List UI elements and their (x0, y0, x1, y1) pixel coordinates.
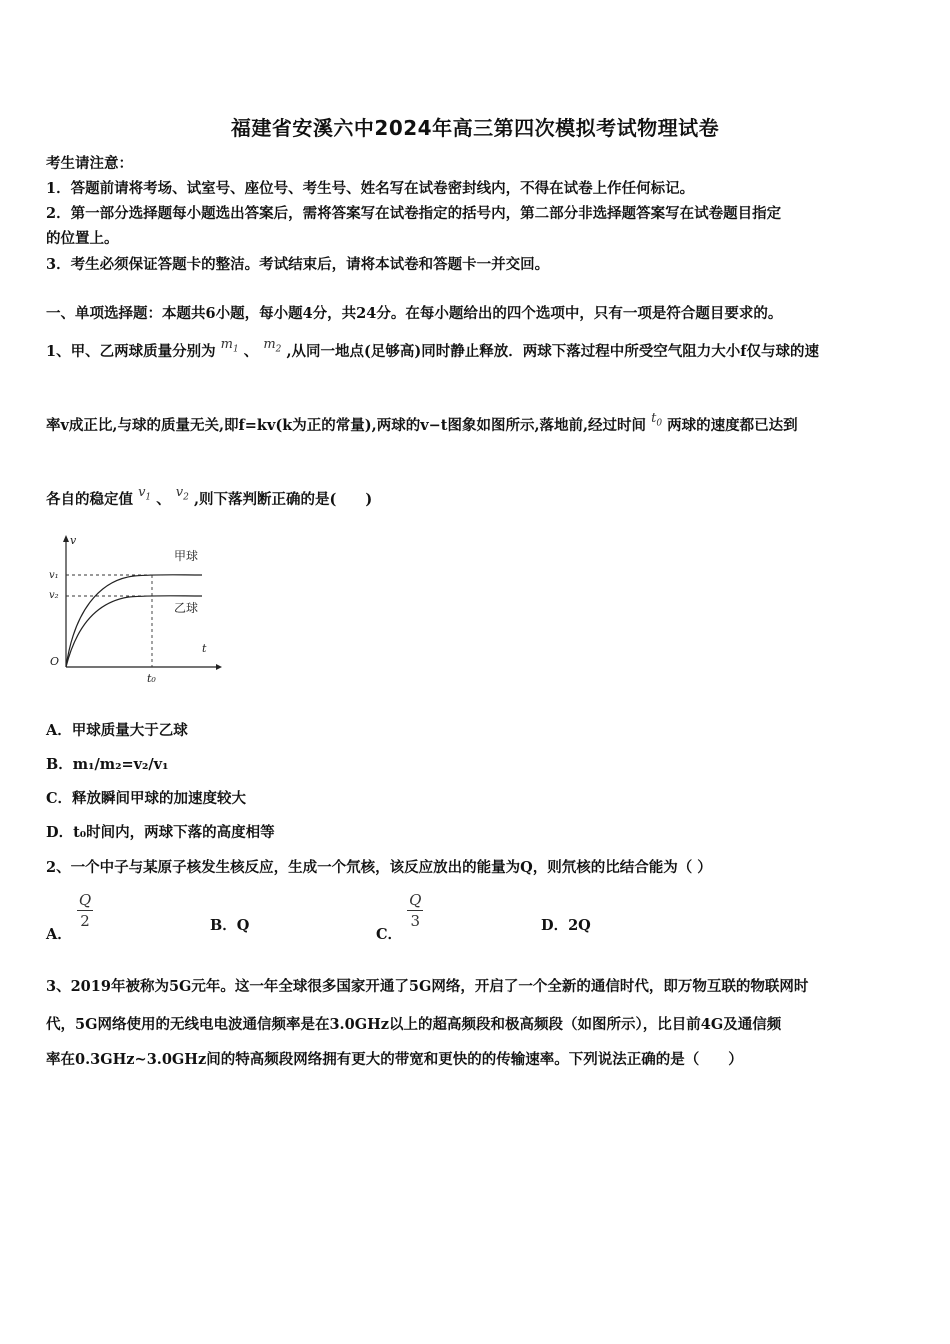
v2-tick-label: v₂ (49, 590, 59, 601)
q2-option-d[interactable]: D．2Q (541, 917, 591, 934)
q1-text: ,则下落判断正确的是( ) (193, 491, 373, 508)
fraction-numerator: Q (78, 891, 92, 909)
q1-option-b[interactable]: B．m₁/m₂=v₂/v₁ (46, 756, 169, 773)
page-title: 福建省安溪六中2024年高三第四次模拟考试物理试卷 (230, 116, 720, 140)
q1-sep: 、 (243, 343, 259, 360)
q2-option-c-fraction (407, 890, 423, 931)
q2-option-c[interactable] (376, 890, 423, 943)
q1-line-1 (46, 337, 819, 363)
q3-line-1: 3、2019年被称为5G元年。这一年全球很多国家开通了5G网络，开启了一个全新的通信时代，即万物互联的物联网时 (46, 978, 809, 995)
x-axis-arrow (216, 664, 222, 670)
y-axis-label: v (70, 534, 77, 547)
q2-option-c-label: C． (376, 925, 403, 943)
fraction-numerator: Q (409, 891, 422, 909)
curve-jia-label: 甲球 (174, 549, 199, 563)
notice-heading: 考生请注意： (46, 155, 133, 172)
m2-symbol: $m_2$ (263, 337, 282, 355)
vt-graph (44, 532, 224, 692)
section-heading: 一、单项选择题：本题共6小题，每小题4分，共24分。在每小题给出的四个选项中，只有一项是符合题目要求的。 (46, 305, 783, 322)
q2-option-a-label: A． (46, 925, 72, 943)
t0-symbol: $t_0$ (651, 411, 663, 429)
q2-stem: 2、一个中子与某原子核发生核反应，生成一个氘核，该反应放出的能量为Q，则氘核的比结合能为（ ） (46, 859, 712, 876)
curve-yi-label: 乙球 (174, 601, 199, 615)
q2-option-a-fraction (77, 890, 93, 931)
q1-text: 率v成正比,与球的质量无关,即f=kv(k为正的常量),两球的v−t图象如图所示,落地前,经过时间 (46, 417, 647, 434)
notice-item-2: 2．第一部分选择题每小题选出答案后，需将答案写在试卷指定的括号内，第二部分非选择题答案写在试卷题目指定 (46, 205, 782, 222)
x-axis-label: t (202, 642, 207, 655)
v1-tick-label: v₁ (49, 570, 59, 581)
q1-line-3 (46, 485, 373, 511)
curve-jia (66, 575, 202, 667)
q1-text: 两球的速度都已达到 (667, 417, 798, 434)
q2-option-b[interactable]: B．Q (210, 917, 250, 934)
fraction-denominator: 2 (80, 912, 90, 930)
q1-sep: 、 (156, 491, 171, 508)
fraction-denominator: 3 (410, 912, 421, 930)
t0-tick-label: t₀ (147, 672, 156, 685)
v1-symbol: $v_1$ (138, 485, 152, 503)
q1-text: 各自的稳定值 (46, 491, 133, 508)
notice-item-2-cont: 的位置上。 (46, 230, 119, 247)
notice-item-1: 1．答题前请将考场、试室号、座位号、考生号、姓名写在试卷密封线内，不得在试卷上作任何标记。 (46, 180, 695, 197)
q2-option-a[interactable] (46, 890, 93, 943)
origin-label: O (50, 655, 60, 668)
y-axis-arrow (63, 535, 69, 542)
q1-option-c[interactable]: C．释放瞬间甲球的加速度较大 (46, 790, 247, 807)
q3-line-2: 代，5G网络使用的无线电电波通信频率是在3.0GHz以上的超高频段和极高频段（如图所示），比目前4G及通信频 (46, 1016, 782, 1033)
q1-line-2 (46, 411, 798, 437)
q1-option-d[interactable]: D．t₀时间内，两球下落的高度相等 (46, 824, 275, 841)
q1-text: 1、甲、乙两球质量分别为 (46, 343, 216, 360)
notice-item-3: 3．考生必须保证答题卡的整洁。考试结束后，请将本试卷和答题卡一并交回。 (46, 256, 550, 273)
q1-option-a[interactable]: A．甲球质量大于乙球 (46, 722, 188, 739)
q3-line-3: 率在0.3GHz~3.0GHz间的特高频段网络拥有更大的带宽和更快的的传输速率。下列说法正确的是（ ） (46, 1051, 743, 1068)
q1-text: ,从同一地点(足够高)同时静止释放．两球下落过程中所受空气阻力大小f仅与球的速 (286, 343, 819, 360)
m1-symbol: $m_1$ (220, 337, 239, 355)
v2-symbol: $v_2$ (175, 485, 189, 503)
